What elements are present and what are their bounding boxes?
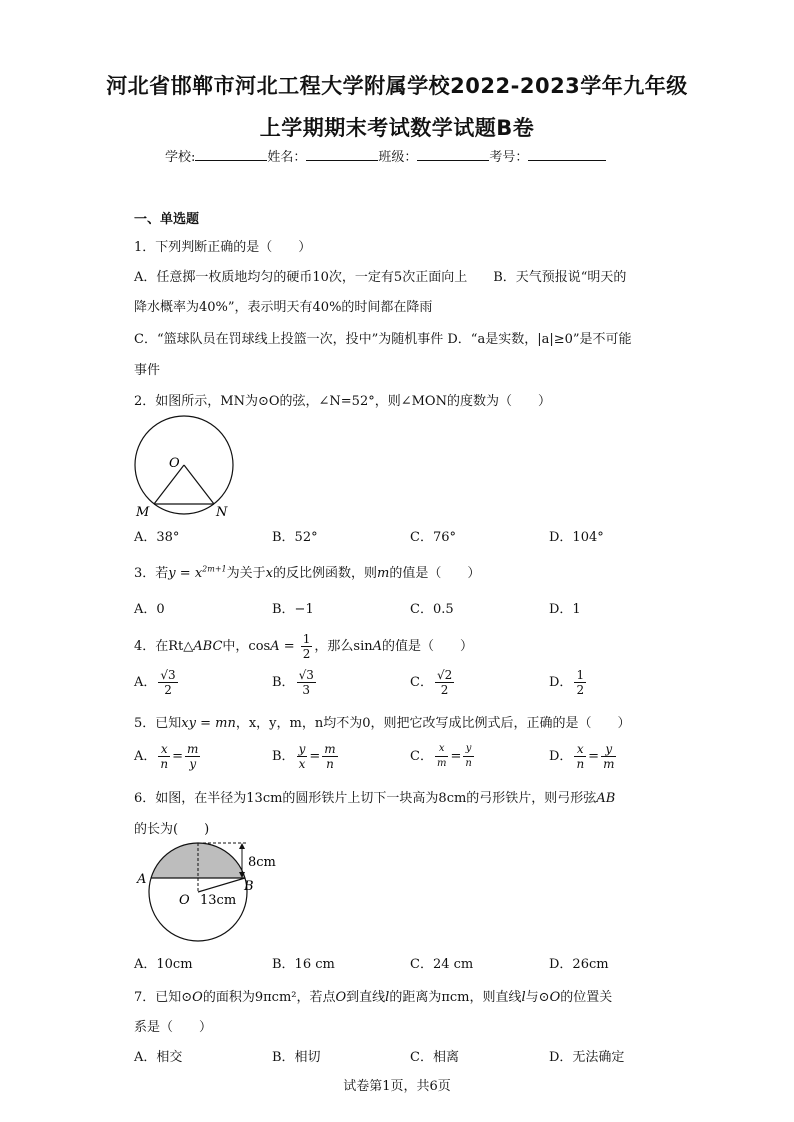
page-footer: 试卷第1页，共6页 [343,1079,451,1094]
q4-option-b[interactable]: B． $\frac{√3}{3}$ [272,668,314,697]
q2-label-o: O [169,456,180,471]
q6-option-d[interactable]: D．26cm [549,957,609,972]
q1-line-c: C．“篮球队员在罚球线上投篮一次，投中”为随机事件 D．“a是实数，|a|≥0”是不可能 [134,332,632,347]
q2-label-m: M [136,505,150,520]
q5-option-d[interactable]: D． $\frac{x}{n}$ = $\frac{y}{m}$ [549,742,615,771]
q1-line-a2: 降水概率为40%”，表示明天有40%的时间都在降雨 [134,300,433,315]
q4-stem: 4．在Rt△ABC中，cosA = $\frac{1}{2}$ ，那么sinA的值是（ ） [134,632,474,661]
q3-option-a[interactable]: A．0 [134,602,165,617]
q6-stem-2: 的长为( ) [134,822,210,837]
school-label: 学校: [165,150,196,165]
q2-radius-on [184,465,214,504]
q7-option-a[interactable]: A．相交 [134,1050,183,1065]
q2-option-c[interactable]: C．76° [410,530,456,545]
q6-option-a[interactable]: A．10cm [134,957,193,972]
name-label: 姓名： [267,150,307,165]
q5-option-c[interactable]: C． $\frac{x}{m}$ = $\frac{y}{n}$ [410,743,472,769]
q2-label-n: N [216,505,228,520]
student-info-row [165,146,606,165]
q6-label-o: O [179,893,190,908]
name-blank[interactable] [306,148,378,161]
q5-stem: 5．已知xy = mn，x，y，m，n均不为0，则把它改写成比例式后，正确的是（ ） [134,716,631,731]
class-blank[interactable] [417,148,489,161]
q6-radius-ob [198,878,245,892]
q2-circle-figure [128,414,240,520]
q6-segment-figure [134,840,294,945]
q2-stem: 2．如图所示，MN为⊙O的弦，∠N=52°，则∠MON的度数为（ ） [134,394,551,409]
q6-stem: 6．如图，在半径为13cm的圆形铁片上切下一块高为8cm的弓形铁片，则弓形弦AB [134,791,616,806]
q3-stem: 3．若$y = x^{2m+1}$为关于x的反比例函数，则m的值是（ ） [134,564,481,581]
q4-cos-fraction: $\frac{1}{2}$ [302,632,311,661]
q3-option-b[interactable]: B．−1 [272,602,314,617]
q2-option-b[interactable]: B．52° [272,530,318,545]
q5-option-a[interactable]: A． $\frac{x}{n}$ = $\frac{m}{y}$ [134,742,199,771]
title-line-2: 上学期期末考试数学试题B卷 [259,116,535,140]
q7-option-d[interactable]: D．无法确定 [549,1050,625,1065]
section-heading: 一、单选题 [134,212,200,227]
number-blank[interactable] [528,148,606,161]
q4-option-a[interactable]: A． $\frac{√3}{2}$ [134,668,176,697]
q7-option-b[interactable]: B．相切 [272,1050,321,1065]
q5-option-b[interactable]: B． $\frac{y}{x}$ = $\frac{m}{n}$ [272,742,336,771]
class-label: 班级： [378,150,418,165]
q3-option-d[interactable]: D．1 [549,602,581,617]
q6-label-a: A [137,872,147,887]
q2-option-d[interactable]: D．104° [549,530,604,545]
q7-option-c[interactable]: C．相离 [410,1050,459,1065]
q3-option-c[interactable]: C．0.5 [410,602,454,617]
q7-stem: 7．已知⊙O的面积为9πcm²，若点O到直线l的距离为πcm，则直线l与⊙O的位置关 [134,990,613,1005]
q6-option-c[interactable]: C．24 cm [410,957,474,972]
q6-label-b: B [244,879,254,894]
q4-option-d[interactable]: D． $\frac{1}{2}$ [549,668,585,697]
q4-option-c[interactable]: C． $\frac{√2}{2}$ [410,668,453,697]
q6-arrow-up [239,843,245,849]
title-line-1: 河北省邯郸市河北工程大学附属学校2022-2023学年九年级 [106,74,688,98]
q6-label-height: 8cm [248,855,276,870]
q1-line-c2: 事件 [134,363,161,378]
q2-option-a[interactable]: A．38° [134,530,180,545]
q7-stem-2: 系是（ ） [134,1020,213,1035]
q1-stem: 1．下列判断正确的是（ ） [134,240,312,255]
number-label: 考号： [489,150,529,165]
q6-option-b[interactable]: B．16 cm [272,957,335,972]
q6-label-radius: 13cm [200,893,237,908]
school-blank[interactable] [195,148,267,161]
q1-line-a: A．任意掷一枚质地均匀的硬币10次，一定有5次正面向上 B．天气预报说“明天的 [134,270,627,285]
